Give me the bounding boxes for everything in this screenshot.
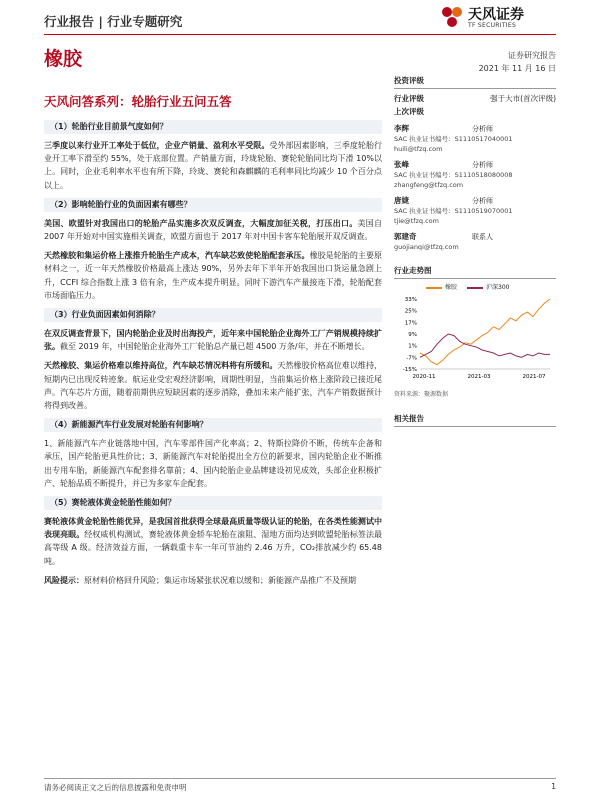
logo-name: 天风证券 xyxy=(468,7,524,23)
prev-rating-label: 上次评级 xyxy=(394,107,424,116)
analyst-role: 分析师 xyxy=(472,125,493,133)
analyst-role: 分析师 xyxy=(472,197,493,205)
y-tick-label: 1% xyxy=(408,343,417,350)
paragraph-text: 橡胶是轮胎的主要原材料之一，近一年天然橡胶价格最高上涨达 90%，另外去年下半年开始我国出口货运量急剧上升，CCFI 综合指数上涨 3 倍有余，生产成本提升明显。同时下游汽车产量接连下滑，轮胎配套市场面临压力。 xyxy=(44,251,382,300)
paragraph-text: 截至 2019 年，中国轮胎企业海外工厂轮胎总产量已超 4500 万条/年，并在不断增长。 xyxy=(60,342,370,352)
analyst-item xyxy=(394,124,556,154)
logo-subtitle: TF SECURITIES xyxy=(468,22,517,29)
paragraph-text: 受外部因素影响，三季度轮胎行业开工率下滑至约 55%，处于底部位置。产销量方面，玲珑轮胎、赛轮轮胎同比均下滑 10%以上。同时，企业毛利率水平也有所下降，玲珑、赛轮和森麒麟的毛利率同比均减少 10 个百分点以上。 xyxy=(44,141,383,190)
trend-chart xyxy=(394,293,556,385)
sector-name: 橡胶 xyxy=(44,48,83,70)
paragraph-text: 原材料价格回升风险；集运市场紧张状况难以缓和；新能源产品推广不及预期 xyxy=(84,575,356,585)
analyst-name: 张峰 xyxy=(394,160,409,169)
series-line xyxy=(420,334,550,357)
main-content xyxy=(44,118,382,593)
section-paragraph xyxy=(44,217,382,243)
y-tick-label: 17% xyxy=(404,320,417,327)
analyst-list xyxy=(394,124,556,252)
header-divider xyxy=(44,34,556,35)
paragraph-lead: 天然橡胶、集运价格难以维持高位，汽车缺芯情况料将有所缓和。 xyxy=(44,361,278,371)
paragraph-lead: 赛轮液体黄金轮胎性能优异，是我国首批获得全球最高质量等级认证的轮胎，在各类性能测试中表现亮眼。 xyxy=(44,517,382,540)
y-tick-label: 33% xyxy=(404,297,417,303)
x-tick-label: 2021-07 xyxy=(522,374,546,380)
x-tick-label: 2021-03 xyxy=(467,374,491,380)
chart-legend xyxy=(426,283,556,293)
section-paragraph xyxy=(44,437,382,490)
analyst-cert: SAC 执业证书编号：S1110519070001 xyxy=(394,207,513,215)
section-paragraph xyxy=(44,359,382,412)
report-category: 行业报告 | 行业专题研究 xyxy=(44,14,183,29)
analyst-item xyxy=(394,160,556,190)
chart-source: 资料来源：聚源数据 xyxy=(394,391,449,398)
y-tick-label: -15% xyxy=(402,367,417,373)
rating-heading: 投资评级 xyxy=(394,76,556,89)
related-heading: 相关报告 xyxy=(394,414,556,427)
analyst-name: 唐婕 xyxy=(394,196,409,205)
section-paragraph xyxy=(44,574,382,587)
legend-item-hs300: 沪深300 xyxy=(467,283,509,293)
section-paragraph xyxy=(44,139,382,192)
legend-item-rubber: 橡胶 xyxy=(426,283,457,293)
page-number: 1 xyxy=(551,782,556,791)
paragraph-text: 经权威机构测试，赛轮液体黄金轿车轮胎在滚阻、湿地方面均达到欧盟轮胎标签法最高等级 A 级。经济效益方面，一辆载重卡车一年可节油约 2.46 万升，CO₂排放减少约 65.48 吨。 xyxy=(44,530,383,566)
analyst-cert: SAC 执业证书编号：S1110517040001 xyxy=(394,135,513,143)
section-question: （2）影响轮胎行业的负面因素有哪些？ xyxy=(44,198,382,212)
footer-divider xyxy=(44,778,556,779)
report-title: 天风问答系列：轮胎行业五问五答 xyxy=(44,94,232,109)
sidebar xyxy=(394,76,556,427)
paragraph-lead: 三季度以来行业开工率处于低位，企业产销量、盈利水平受限。 xyxy=(44,141,270,150)
y-tick-label: 9% xyxy=(408,332,417,338)
analyst-email[interactable]: tjie@tfzq.com xyxy=(394,217,439,225)
analyst-item xyxy=(394,196,556,226)
section-question: （4）新能源汽车行业发展对轮胎有何影响？ xyxy=(44,418,382,432)
analyst-cert: SAC 执业证书编号：S1110518080008 xyxy=(394,171,513,179)
rating-row xyxy=(394,92,556,105)
x-tick-label: 2020-11 xyxy=(412,374,436,380)
footer-disclaimer: 请务必阅读正文之后的信息披露和免责申明 xyxy=(44,783,187,792)
paragraph-lead: 风险提示： xyxy=(44,575,84,585)
analyst-email[interactable]: guojianqi@tfzq.com xyxy=(394,243,459,251)
paragraph-text: 美国自 2007 年开始对中国实施相关调查，欧盟方面也于 2017 年对中国卡客车轮胎展开双反调查。 xyxy=(44,218,382,242)
analyst-email[interactable]: zhangfeng@tfzq.com xyxy=(394,181,464,189)
section-question: （5）赛轮液体黄金轮胎性能如何？ xyxy=(44,496,382,510)
rating-value: 强于大市(首次评级) xyxy=(490,94,556,103)
paragraph-lead: 天然橡胶和集运价格上涨推升轮胎生产成本，汽车缺芯致使轮胎配套承压。 xyxy=(44,251,310,261)
analyst-role: 分析师 xyxy=(472,161,493,169)
section-paragraph xyxy=(44,249,382,302)
company-logo xyxy=(438,4,556,32)
trend-heading: 行业走势图 xyxy=(394,266,556,279)
paragraph-lead: 美国、欧盟针对我国出口的轮胎产品实施多次双反调查，大幅度加征关税，打压出口。 xyxy=(44,218,358,228)
analyst-role: 联系人 xyxy=(472,233,493,241)
y-tick-label: 25% xyxy=(404,308,417,315)
logo-mark-icon xyxy=(438,4,466,32)
report-type: 证券研究报告 xyxy=(508,51,556,60)
analyst-name: 李辉 xyxy=(394,124,409,133)
analyst-name: 郭建奇 xyxy=(394,232,417,241)
section-paragraph xyxy=(44,515,382,568)
y-tick-label: -7% xyxy=(406,355,417,362)
section-question: （3）行业负面因素如何消除？ xyxy=(44,308,382,322)
paragraph-text: 1、新能源汽车产业链落地中国，汽车零部件国产化率高；2、特斯拉降价不断，传统车企备和承压，国产轮胎更具性价比；3、新能源汽车对轮胎提出全方位的新要求，国内轮胎企业不断推出专用车胎，新能源汽车配套排名靠前；4、国内轮胎企业品牌建设初见成效，头部企业积极扩产、轮胎品质不断提升，并已为多家车企配套。 xyxy=(44,439,382,488)
section-question: （1）轮胎行业目前景气度如何？ xyxy=(44,120,382,134)
report-date: 2021 年 11 月 16 日 xyxy=(478,64,556,73)
analyst-email[interactable]: huili@tfzq.com xyxy=(394,145,443,153)
rating-label: 行业评级 xyxy=(394,94,424,103)
paragraph-text: 天然橡胶价格高位难以维持，短期内已出现反转迹象。航运业受宏观经济影响，周期性明显，当前集运价格上涨阶段已接近尾声。汽车芯片方面，随着前期供应短缺因素的逐步消除，叠加未来产能扩张，汽车产销数据预计将得到改善。 xyxy=(44,361,383,411)
section-paragraph xyxy=(44,327,382,353)
prev-rating-row xyxy=(394,105,556,118)
paragraph-lead: 在双反调查背景下，国内轮胎企业及时出海投产，近年来中国轮胎企业海外工厂产销规模持续扩张。 xyxy=(44,329,382,352)
analyst-item xyxy=(394,232,556,252)
